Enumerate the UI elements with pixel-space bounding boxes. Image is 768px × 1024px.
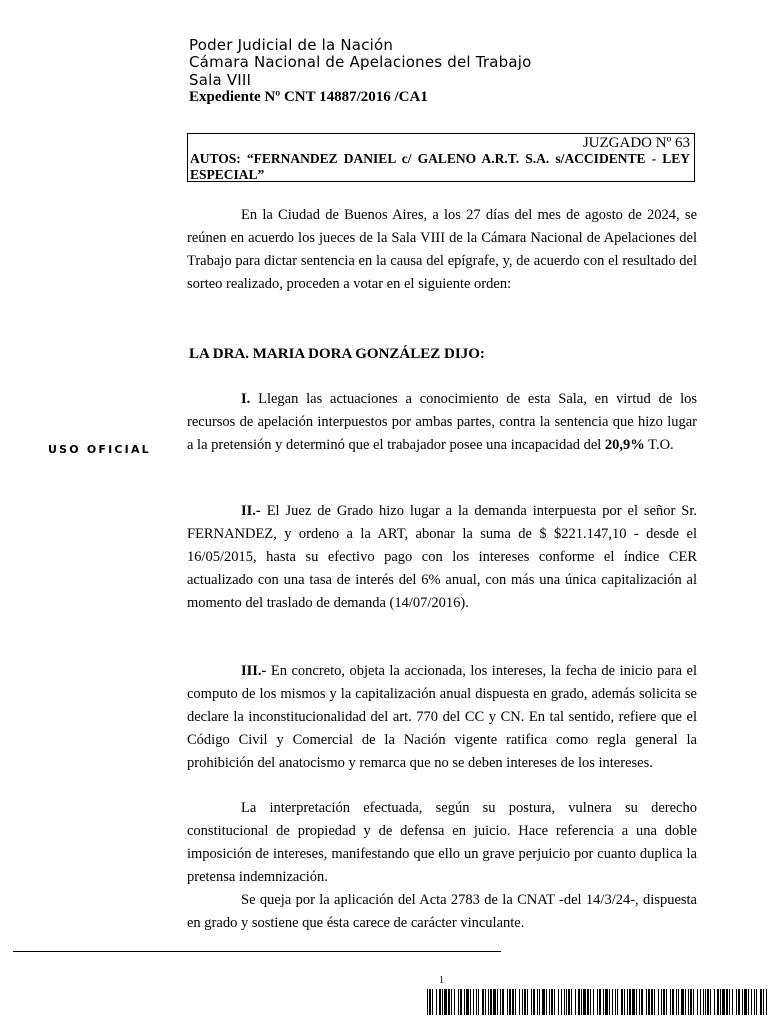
- paragraph-3: [187, 660, 697, 775]
- paragraph-2-number: II.-: [241, 503, 261, 519]
- paragraph-5: Se queja por la aplicación del Acta 2783 de la CNAT -del 14/3/24-, dispuesta en grado y sostiene que ésta carece de carácter vinculante.: [187, 892, 697, 931]
- paragraph-3-number: III.-: [241, 663, 267, 679]
- court-name: Poder Judicial de la Nación: [189, 36, 394, 54]
- paragraph-1-text-a: Llegan las actuaciones a conocimiento de esta Sala, en virtud de los recursos de apelación interpuestos por ambas partes, contra la sentencia que hizo lugar a la pretensión y determinó que el trabajador posee una incapacidad del: [187, 391, 697, 453]
- case-caption-box: [187, 133, 695, 182]
- paragraph-2: [187, 500, 697, 615]
- juzgado-number: JUZGADO Nº 63: [582, 135, 690, 151]
- barcode: [427, 989, 768, 1015]
- official-use-label: USO OFICIAL: [48, 443, 151, 456]
- chamber-name: Cámara Nacional de Apelaciones del Trabajo: [189, 53, 532, 71]
- expediente-number: Expediente Nº CNT 14887/2016 /CA1: [189, 89, 428, 105]
- page-number: 1: [439, 975, 444, 986]
- paragraph-4: La interpretación efectuada, según su postura, vulnera su derecho constitucional de propiedad y de defensa en juicio. Hace referencia a una doble imposición de intereses, manifestando que ello un grave perjuicio por cuanto duplica la pretensa indemnización.: [187, 800, 697, 885]
- footer-divider: [13, 951, 501, 952]
- incapacity-percentage: 20,9%: [604, 437, 645, 453]
- paragraph-3-text: En concreto, objeta la accionada, los intereses, la fecha de inicio para el computo de los mismos y la capitalización anual dispuesta en grado, además solicita se declare la inconstitucionalidad del art. 770 del CC y CN. En tal sentido, refiere que el Código Civil y Comercial de la Nación vigente ratifica como regla general la prohibición del anatocismo y remarca que no se deben intereses de los intereses.: [187, 663, 697, 771]
- judge-heading: LA DRA. MARIA DORA GONZÁLEZ DIJO:: [189, 346, 485, 362]
- paragraph-1-text-b: T.O.: [644, 437, 674, 453]
- intro-paragraph: En la Ciudad de Buenos Aires, a los 27 días del mes de agosto de 2024, se reúnen en acuerdo los jueces de la Sala VIII de la Cámara Nacional de Apelaciones del Trabajo para dictar sentencia en la causa del epígrafe, y, de acuerdo con el resultado del sorteo realizado, proceden a votar en el siguiente orden:: [187, 207, 697, 292]
- paragraph-1: [187, 388, 697, 457]
- paragraph-1-number: I.: [241, 391, 251, 407]
- sala-name: Sala VIII: [189, 71, 252, 89]
- paragraph-2-text: El Juez de Grado hizo lugar a la demanda interpuesta por el señor Sr. FERNANDEZ, y ordeno a la ART, abonar la suma de $ $221.147,10 - desde el 16/05/2015, hasta su efectivo pago con los intereses conforme el índice CER actualizado con una tasa de interés del 6% anual, con más una única capitalización al momento del traslado de demanda (14/07/2016).: [187, 503, 697, 611]
- case-title: AUTOS: “FERNANDEZ DANIEL c/ GALENO A.R.T. S.A. s/ACCIDENTE - LEY ESPECIAL”: [190, 151, 690, 182]
